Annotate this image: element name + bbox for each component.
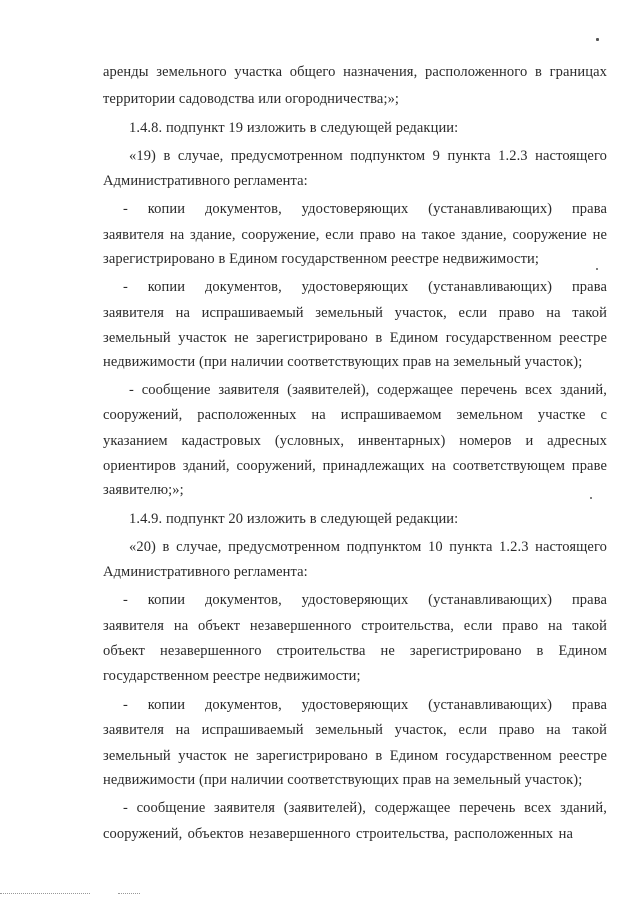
text-line: аренды земельного участка общего назначения, расположенного в границах	[103, 64, 607, 80]
text-line: - копии документов, удостоверяющих (устанавливающих) права	[123, 592, 607, 608]
text-line: 1.4.8. подпункт 19 изложить в следующей редакции:	[129, 120, 459, 136]
text-line: зарегистрировано в Едином государственном реестре недвижимости;	[103, 251, 540, 267]
text-line: - копии документов, удостоверяющих (устанавливающих) права	[123, 279, 607, 295]
text-line: земельный участок не зарегистрировано в Едином государственном реестре	[103, 330, 607, 346]
scan-speck	[590, 497, 592, 499]
footer-dotted-line	[0, 893, 90, 894]
text-line: сооружений, объектов незавершенного строительства, расположенных на	[103, 826, 573, 842]
text-line: - сообщение заявителя (заявителей), содержащее перечень всех зданий,	[129, 382, 607, 398]
text-line: объект незавершенного строительства не зарегистрировано в Едином	[103, 643, 607, 659]
text-line: сооружений, расположенных на испрашиваемом земельном участке с	[103, 407, 607, 423]
text-line: заявителю;»;	[103, 482, 184, 498]
text-line: Административного регламента:	[103, 564, 308, 580]
scan-speck	[596, 38, 599, 41]
text-line: - копии документов, удостоверяющих (устанавливающих) права	[123, 697, 607, 713]
text-line: «19) в случае, предусмотренном подпунктом 9 пункта 1.2.3 настоящего	[129, 148, 607, 164]
scan-speck	[596, 268, 598, 270]
text-line: заявителя на испрашиваемый земельный участок, если право на такой	[103, 722, 607, 738]
text-line: - сообщение заявителя (заявителей), содержащее перечень всех зданий,	[123, 800, 607, 816]
text-line: - копии документов, удостоверяющих (устанавливающих) права	[123, 201, 607, 217]
text-line: недвижимости (при наличии соответствующих прав на земельный участок);	[103, 772, 583, 788]
text-line: Административного регламента:	[103, 173, 308, 189]
text-line: заявителя на испрашиваемый земельный участок, если право на такой	[103, 305, 607, 321]
text-line: 1.4.9. подпункт 20 изложить в следующей редакции:	[129, 511, 459, 527]
text-line: государственном реестре недвижимости;	[103, 668, 361, 684]
text-line: ориентиров зданий, сооружений, принадлежащих на соответствующем праве	[103, 458, 607, 474]
text-line: земельный участок не зарегистрировано в Едином государственном реестре	[103, 748, 607, 764]
footer-dotted-line	[118, 893, 140, 894]
text-line: территории садоводства или огородничества;»;	[103, 91, 400, 107]
text-line: недвижимости (при наличии соответствующих прав на земельный участок);	[103, 354, 583, 370]
text-line: «20) в случае, предусмотренном подпунктом 10 пункта 1.2.3 настоящего	[129, 539, 607, 555]
text-line: заявителя на здание, сооружение, если право на такое здание, сооружение не	[103, 227, 607, 243]
text-line: заявителя на объект незавершенного строительства, если право на такой	[103, 618, 607, 634]
text-line: указанием кадастровых (условных, инвентарных) номеров и адресных	[103, 433, 607, 449]
